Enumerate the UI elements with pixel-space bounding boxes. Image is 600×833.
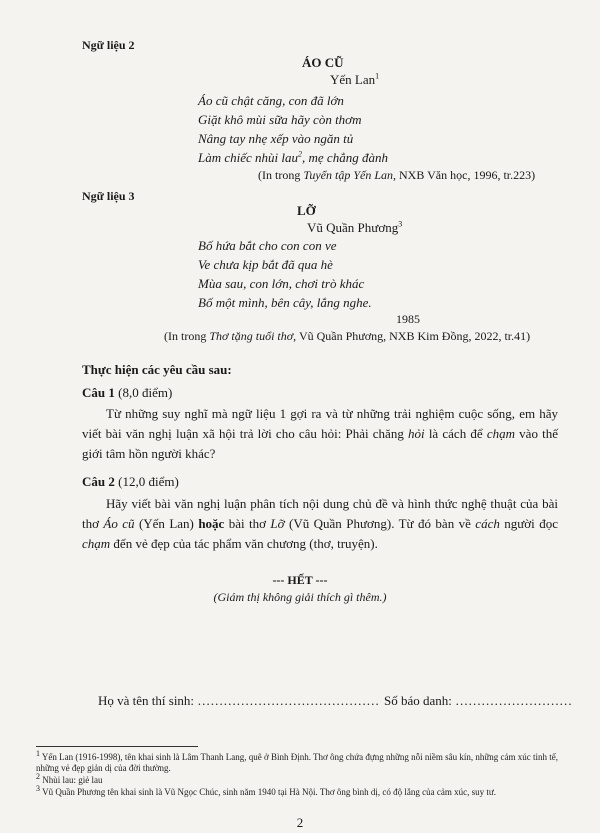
poem-line: Ve chưa kịp bắt đã qua hè <box>198 257 333 272</box>
poem-line: Bố một mình, bên cây, lắng nghe. <box>198 295 372 310</box>
poem-year: 1985 <box>396 312 420 326</box>
q-text: vào thế giới tâm hồn người khác? <box>82 426 559 461</box>
q-bold: hoặc <box>198 516 225 531</box>
citation-book: Thơ tặng tuổi thơ <box>209 329 294 343</box>
end-marker: --- HẾT --- <box>272 573 328 587</box>
question-points: (12,0 điểm) <box>114 474 179 489</box>
poem-line-text: Làm chiếc nhùi lau <box>198 150 299 165</box>
q-text: đến vẻ đẹp của tác phẩm văn chương (thơ, truyện). <box>110 536 378 551</box>
footnote-ref: 3 <box>398 219 403 229</box>
q-text: (Yến Lan) <box>134 516 199 531</box>
author-name: Yến Lan <box>330 72 376 87</box>
poem-line: Bố hứa bắt cho con con ve <box>198 238 337 253</box>
poem-line: Mùa sau, con lớn, chơi trò khác <box>198 276 365 291</box>
poem-line <box>198 150 388 166</box>
question-1-heading <box>82 385 172 401</box>
q-text: (Vũ Quần Phương). Từ đó bàn về <box>284 516 476 531</box>
q-text: là cách để <box>424 426 487 441</box>
citation-text: (In trong <box>258 168 304 182</box>
question-label: Câu 1 <box>82 385 115 400</box>
poem-line: Giặt khô mùi sữa hãy còn thơm <box>198 112 362 127</box>
footnote-text: Vũ Quần Phương tên khai sinh là Vũ Ngọc Chúc, sinh năm 1940 tại Hà Nội. Thơ ông bình dị, có độ lắng của cảm xúc, suy tư. <box>40 787 496 797</box>
question-label: Câu 2 <box>82 474 115 489</box>
q-emphasis: chạm <box>486 426 515 441</box>
requirements-heading: Thực hiện các yêu cầu sau: <box>82 362 232 377</box>
poem-title-ao-cu: ÁO CŨ <box>302 55 344 70</box>
ngu-lieu-2-label: Ngữ liệu 2 <box>82 38 135 52</box>
q-text: Từ những suy nghĩ mà ngữ liệu 1 gợi ra và từ những trải nghiệm cuộc sống, em hãy viết bài văn nghị luận xã hội trả lời cho câu hỏi: Phải chăng <box>82 406 558 441</box>
q-text: bài thơ <box>224 516 271 531</box>
footnote-number: 2 <box>36 772 40 781</box>
question-1-text <box>82 404 558 464</box>
poem-line: Áo cũ chật căng, con đã lớn <box>198 93 344 108</box>
poem-line: Nâng tay nhẹ xếp vào ngăn tủ <box>198 131 354 146</box>
proctor-note: (Giám thị không giải thích gì thêm.) <box>213 590 387 604</box>
poem-line-text: , mẹ chẳng đành <box>302 150 388 165</box>
footnote-text: Yến Lan (1916-1998), tên khai sinh là Lâm Thanh Lang, quê ở Bình Định. Thơ ông chứa đựng những nỗi niềm sâu kín, những cảm xúc tinh tế, những vẻ đẹp giản dị của đời thường. <box>36 752 559 773</box>
footnote-divider <box>36 746 198 747</box>
citation-book: Tuyển tập Yến Lan <box>303 168 393 182</box>
source-citation <box>258 168 535 183</box>
footnote-3 <box>36 784 560 798</box>
q-emphasis: Lỡ <box>270 516 285 531</box>
author-name: Vũ Quần Phương <box>307 220 399 235</box>
footnote-ref: 2 <box>298 149 303 159</box>
q-emphasis: chạm <box>82 536 111 551</box>
footnote-ref: 1 <box>375 71 380 81</box>
poem-title-lo: LỠ <box>297 203 316 218</box>
question-2-text <box>82 494 558 554</box>
poem-author-yen-lan <box>330 72 379 88</box>
ngu-lieu-3-label: Ngữ liệu 3 <box>82 189 135 203</box>
candidate-name-field: Họ và tên thí sinh: …………………………………… <box>98 693 380 708</box>
candidate-id-field: Số báo danh: ……………………… <box>384 693 573 708</box>
footnote-text: Nhùi lau: giẻ lau <box>40 775 103 785</box>
citation-text: (In trong <box>164 329 210 343</box>
q-text: người đọc <box>499 516 558 531</box>
question-points: (8,0 điểm) <box>114 385 173 400</box>
q-emphasis: hỏi <box>408 426 425 441</box>
footnote-2 <box>36 772 103 786</box>
citation-text: , NXB Văn học, 1996, tr.223) <box>393 168 536 182</box>
q-text: Hãy viết bài văn nghị luận phân tích nội dung chủ đề và hình thức nghệ thuật của bài thơ <box>82 496 558 531</box>
q-emphasis: cách <box>475 516 500 531</box>
citation-text: , Vũ Quần Phương, NXB Kim Đồng, 2022, tr.41) <box>293 329 531 343</box>
footnote-number: 3 <box>36 784 40 793</box>
footnote-1 <box>36 749 560 774</box>
footnote-number: 1 <box>36 749 40 758</box>
poem-author-vu-quan-phuong <box>307 220 402 236</box>
q-emphasis: Áo cũ <box>103 516 135 531</box>
source-citation <box>164 329 530 344</box>
page-number: 2 <box>296 815 304 830</box>
question-2-heading <box>82 474 179 490</box>
